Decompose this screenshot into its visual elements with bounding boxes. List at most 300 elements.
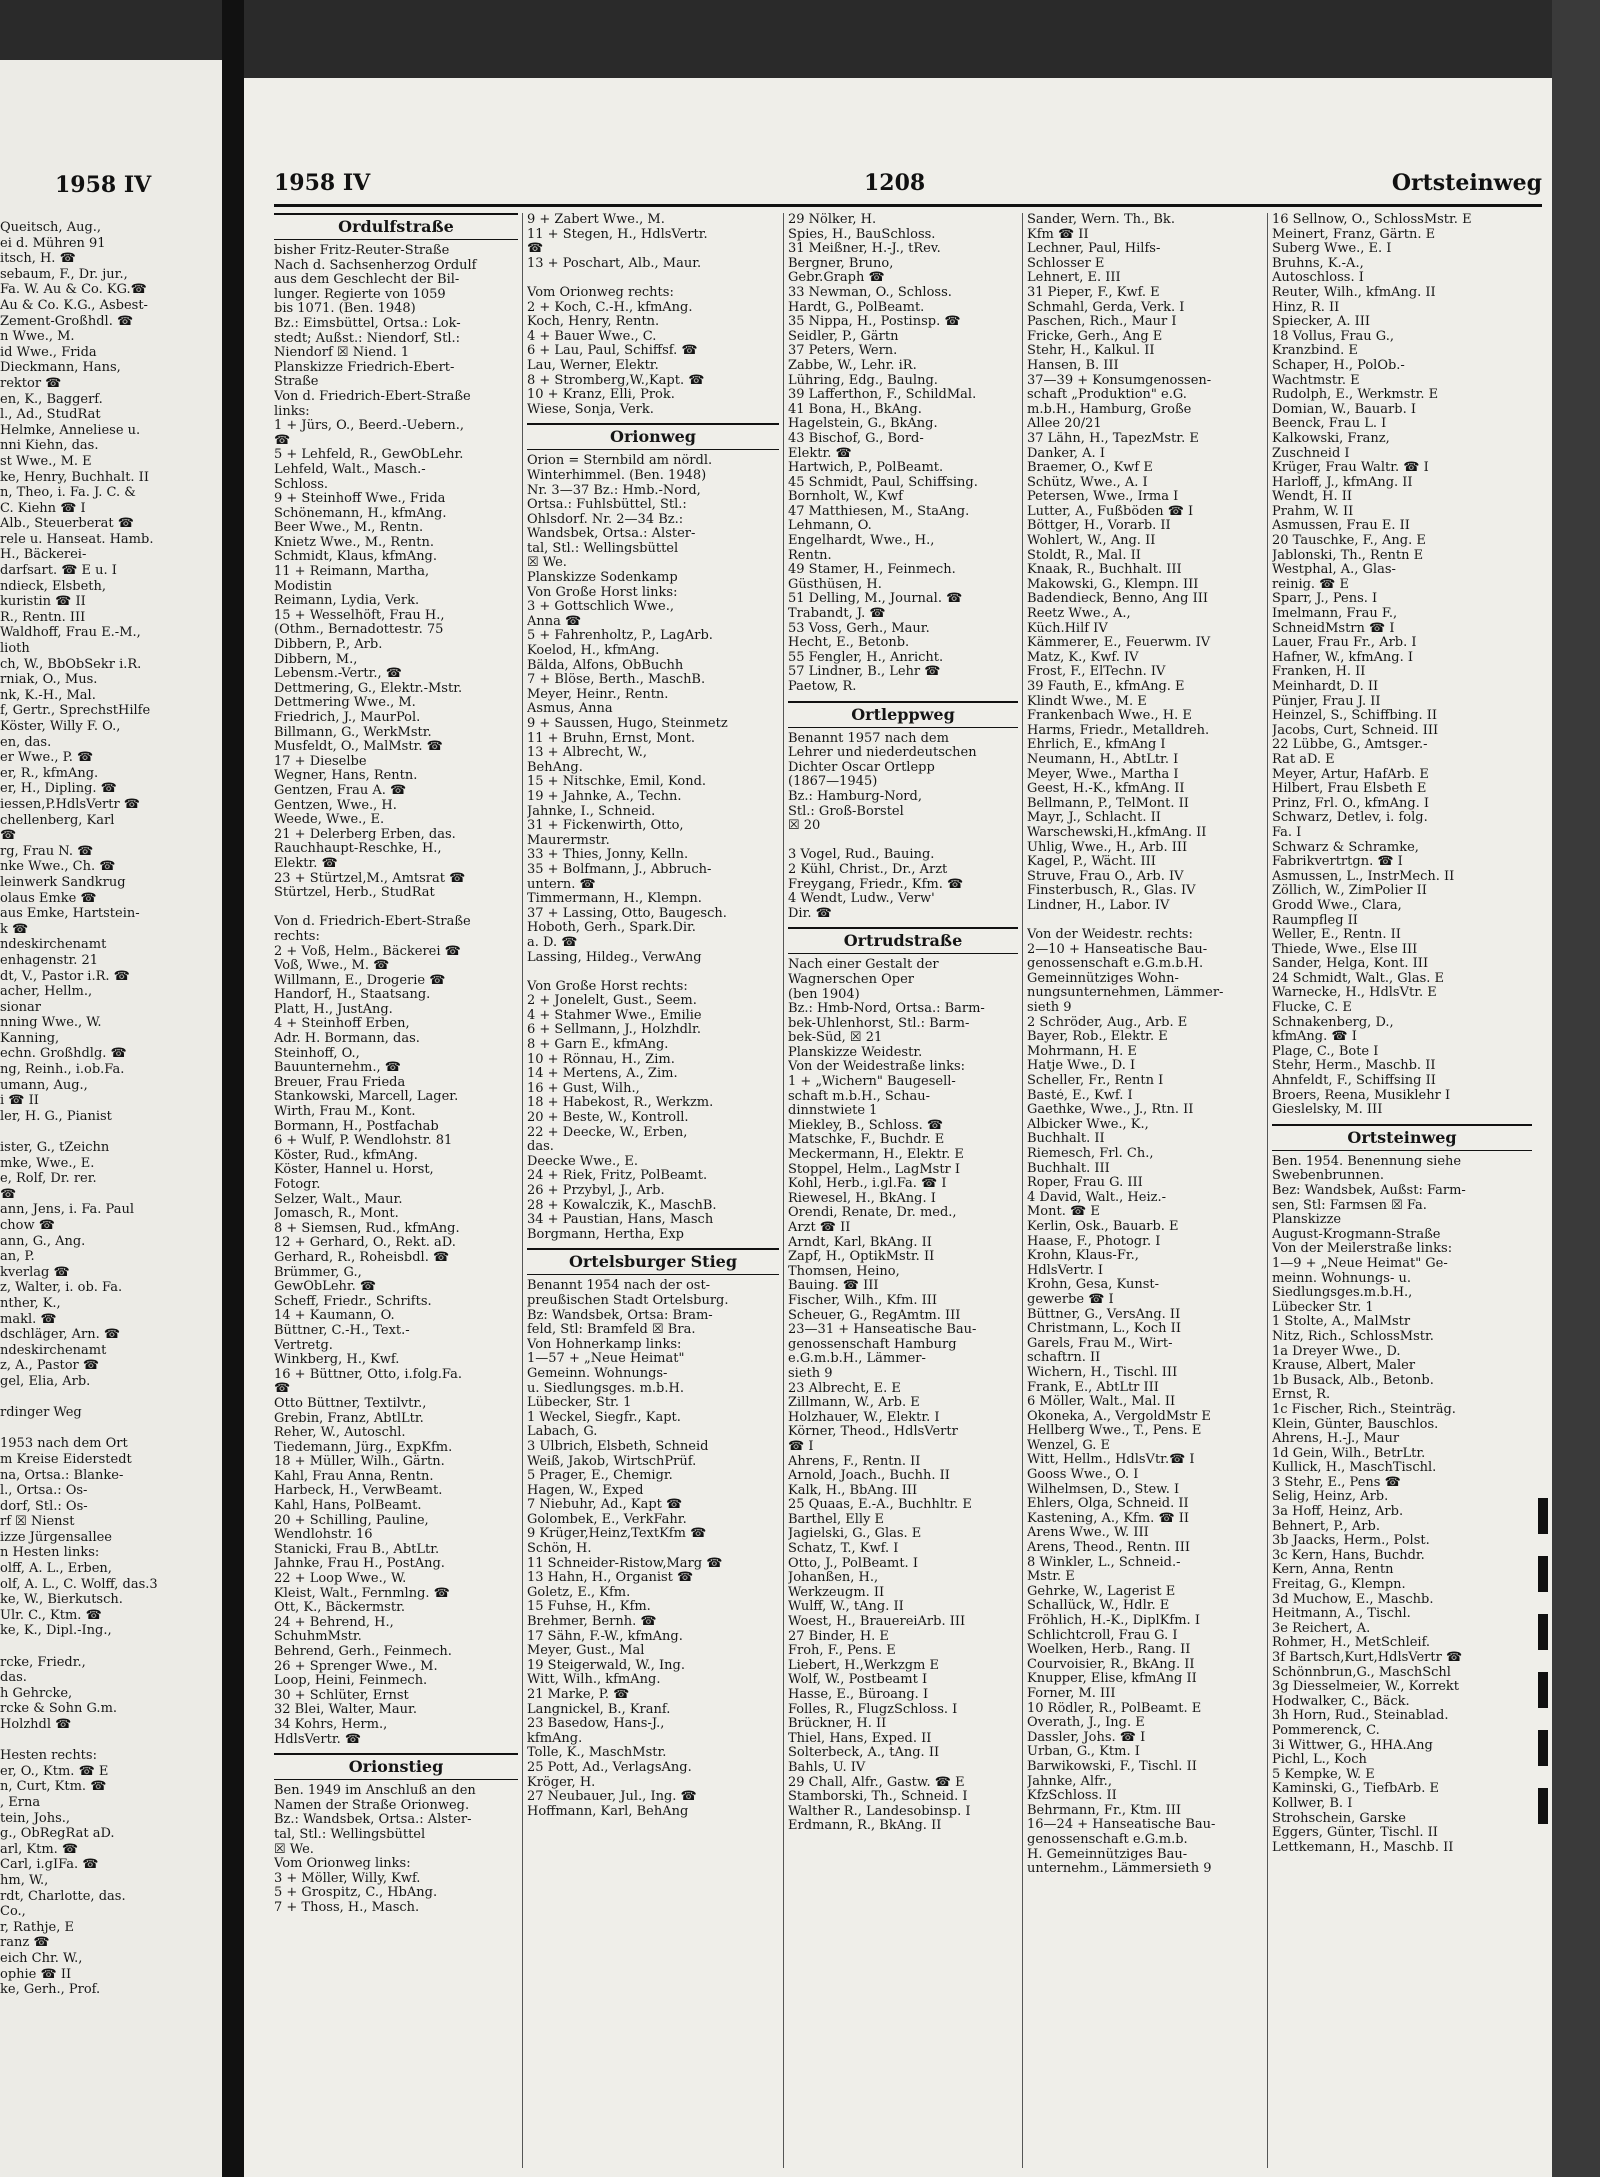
directory-line: ranz ☎ (0, 1935, 50, 1951)
directory-line: Strohschein, Garske (1272, 1811, 1406, 1826)
directory-line: Mont. ☎ E (1027, 1205, 1100, 1220)
directory-line: Weiß, Jakob, WirtschPrüf. (527, 1454, 697, 1469)
directory-line: bek-Süd, ☒ 21 (788, 1031, 883, 1046)
running-street-title: Ortsteinweg (1391, 170, 1542, 196)
directory-line: Kastening, A., Kfm. ☎ II (1027, 1511, 1190, 1526)
directory-line: Musfeldt, O., MalMstr. ☎ (274, 740, 443, 755)
directory-line: 2 + Jonelelt, Gust., Seem. (527, 994, 697, 1009)
directory-line: Lassing, Hildeg., VerwAng (527, 950, 702, 965)
directory-line: Rat aD. E (1272, 752, 1335, 767)
directory-line: Namen der Straße Orionweg. (274, 1798, 470, 1813)
directory-line: k ☎ (0, 921, 29, 937)
directory-line: 9 Krüger,Heinz,TextKfm ☎ (527, 1527, 707, 1542)
directory-line: 28 + Kowalczik, K., MaschB. (527, 1198, 717, 1213)
directory-line: olff, A. L., Erben, (0, 1561, 112, 1577)
directory-line: Krüger, Frau Waltr. ☎ I (1272, 461, 1429, 476)
directory-line: Wandsbek, Ortsa.: Alster- (527, 527, 696, 542)
directory-line: Borgmann, Hertha, Exp (527, 1227, 685, 1242)
directory-line: schaft „Produktion" e.G. (1027, 388, 1187, 403)
directory-line: Jablonski, Th., Rentn E (1272, 548, 1424, 563)
directory-line: Meyer, Heinr., Rentn. (527, 687, 669, 702)
directory-line: Zöllich, W., ZimPolier II (1272, 884, 1427, 899)
directory-line: reinig. ☎ E (1272, 577, 1349, 592)
directory-line: 35 + Bolfmann, J., Abbruch- (527, 862, 712, 877)
directory-line: Schmidt, Klaus, kfmAng. (274, 550, 438, 565)
directory-line: 22 + Deecke, W., Erben, (527, 1125, 688, 1140)
directory-line: Riemesch, Frl. Ch., (1027, 1147, 1154, 1161)
directory-line: 14 + Mertens, A., Zim. (527, 1067, 678, 1082)
directory-line: Jomasch, R., Mont. (274, 1207, 399, 1222)
directory-line: 1 + Jürs, O., Beerd.-Uebern., (274, 419, 464, 434)
directory-line: Büttner, C.-H., Text.- (274, 1323, 410, 1338)
directory-line: Mayr, J., Schlacht. II (1027, 811, 1161, 826)
directory-line: R., Rentn. III (0, 609, 86, 625)
directory-line: Meyer, Artur, HafArb. E (1272, 767, 1429, 782)
directory-line: Fricke, Gerh., Ang E (1027, 329, 1163, 344)
street-heading: Ortelsburger Stieg (527, 1248, 779, 1275)
directory-line: chow ☎ (0, 1218, 55, 1233)
directory-line: Kanning, (0, 1030, 60, 1046)
directory-line: 5 + Fahrenholtz, P., LagArb. (527, 629, 713, 644)
directory-line: 4 Wendt, Ludw., Verw' (788, 892, 935, 907)
directory-line: Langnickel, B., Kranf. (527, 1702, 671, 1717)
directory-line: Tolle, K., MaschMstr. (527, 1746, 667, 1761)
directory-line: untern. ☎ (527, 877, 596, 892)
directory-line: 18 + Müller, Wilh., Gärtn. (274, 1455, 445, 1470)
directory-line: 26 + Przybyl, J., Arb. (527, 1184, 665, 1198)
directory-line: sen, Stl: Farmsen ☒ Fa. (1272, 1198, 1427, 1213)
directory-line: schaft m.b.H., Schau- (788, 1089, 930, 1104)
directory-line: Carl, i.gIFa. ☎ (0, 1857, 99, 1873)
directory-line: Allee 20/21 (1027, 417, 1102, 432)
directory-line: Gaethke, Wwe., J., Rtn. II (1027, 1103, 1194, 1118)
directory-line: Harbeck, H., VerwBeamt. (274, 1484, 443, 1499)
directory-line: Zabbe, W., Lehr. iR. (788, 358, 917, 373)
directory-line: 24 Schmidt, Walt., Glas. E (1272, 971, 1445, 986)
directory-line: Fa. W. Au & Co. KG.☎ (0, 282, 147, 298)
directory-line: ann, G., Ang. (0, 1233, 86, 1249)
directory-line: Wiese, Sonja, Verk. (527, 402, 654, 417)
directory-line: Warnecke, H., HdlsVtr. E (1272, 986, 1437, 1001)
directory-line: 1—9 + „Neue Heimat" Ge- (1272, 1256, 1448, 1271)
directory-line: Wolf, W., Postbeamt I (788, 1673, 928, 1688)
directory-line: Benannt 1954 nach der ost- (527, 1279, 711, 1294)
directory-line: 10 + Kranz, Elli, Prok. (527, 388, 675, 403)
directory-line: z, A., Pastor ☎ (0, 1358, 100, 1374)
directory-line: Uhlig, Wwe., H., Arb. III (1027, 840, 1188, 855)
directory-line: Küch.Hilf IV (1027, 621, 1108, 636)
directory-line: Paetow, R. (788, 680, 857, 694)
directory-line: 21 + Delerberg Erben, das. (274, 827, 456, 842)
directory-line: an, P. (0, 1249, 35, 1265)
directory-line: H. Gemeinnütziges Bau- (1027, 1847, 1188, 1862)
directory-line: Hilbert, Frau Elsbeth E (1272, 782, 1427, 797)
directory-line: Hodwalker, C., Bäck. (1272, 1694, 1410, 1709)
directory-line: Köster, Rud., kfmAng. (274, 1148, 418, 1163)
directory-line: Otto Büttner, Textilvtr., (274, 1396, 427, 1411)
directory-line: Dettmering, G., Elektr.-Mstr. (274, 681, 463, 696)
directory-line: Wulff, W., tAng. II (788, 1600, 904, 1615)
directory-line: Meyer, Gust., Mal (527, 1644, 645, 1659)
directory-line: 3 Ulbrich, Elsbeth, Schneid (527, 1439, 709, 1454)
directory-line: 6 + Sellmann, J., Holzhdlr. (527, 1023, 701, 1038)
directory-line: ler, H. G., Pianist (0, 1108, 112, 1124)
directory-line: Bz: Wandsbek, Ortsa: Bram- (527, 1308, 713, 1323)
directory-line: 3h Horn, Rud., Steinablad. (1272, 1709, 1449, 1724)
page-number: 1208 (864, 170, 926, 196)
directory-line: er Wwe., P. ☎ (0, 750, 94, 766)
directory-line: m Kreise Eiderstedt (0, 1451, 132, 1467)
directory-line: Winterhimmel. (Ben. 1948) (527, 468, 707, 483)
directory-line: Courvoisier, R., BkAng. II (1027, 1657, 1195, 1672)
directory-line: Benannt 1957 nach dem (788, 731, 949, 746)
directory-line: Siedlungsges.m.b.H., (1272, 1286, 1413, 1301)
directory-line: Okoneka, A., VergoldMstr E (1027, 1409, 1211, 1424)
directory-line: Matz, K., Kwf. IV (1027, 650, 1139, 665)
directory-line: 3d Muchow, E., Maschb. (1272, 1592, 1434, 1607)
directory-line: Timmermann, H., Klempn. (527, 892, 702, 907)
directory-line: r, Rathje, E (0, 1919, 74, 1935)
directory-line: Hesten rechts: (0, 1748, 97, 1764)
directory-line: Freygang, Friedr., Kfm. ☎ (788, 877, 964, 892)
directory-line: Fischer, Wilh., Kfm. III (788, 1293, 937, 1308)
directory-line: 24 + Riek, Fritz, PolBeamt. (527, 1169, 708, 1184)
directory-line: 20 + Schilling, Pauline, (274, 1513, 429, 1528)
directory-line: Riewesel, H., BkAng. I (788, 1191, 936, 1206)
directory-line: Freitag, G., Klempn. (1272, 1578, 1406, 1593)
directory-line: Engelhardt, Wwe., H., (788, 534, 935, 549)
directory-line: Lübecker, Str. 1 (527, 1396, 632, 1411)
directory-line: Labach, G. (527, 1425, 598, 1440)
directory-line: Von Große Horst rechts: (527, 979, 688, 994)
directory-line: bis 1071. (Ben. 1948) (274, 302, 416, 317)
directory-line: Urban, G., Ktm. I (1027, 1745, 1140, 1760)
directory-line: ndieck, Elsbeth, (0, 578, 107, 594)
directory-line: Weede, Wwe., E. (274, 813, 385, 828)
directory-line: Hartwich, P., PolBeamt. (788, 461, 944, 476)
directory-line: ister, G., tZeichn (0, 1140, 110, 1156)
directory-line: 37 + Lassing, Otto, Baugesch. (527, 906, 727, 921)
directory-line: er, O., Ktm. ☎ E (0, 1763, 109, 1779)
directory-line: sieth 9 (1027, 1001, 1072, 1016)
directory-line: Finsterbusch, R., Glas. IV (1027, 884, 1196, 899)
directory-line: olf, A. L., C. Wolff, das.3 (0, 1576, 158, 1592)
directory-line: 5 + Lehfeld, R., GewObLehr. (274, 448, 464, 463)
directory-line: Kalkowski, Franz, (1272, 431, 1390, 446)
directory-line: n, Theo, i. Fa. J. C. & (0, 485, 136, 501)
directory-line: Geest, H.-K., kfmAng. II (1027, 782, 1185, 797)
directory-line: 30 + Schlüter, Ernst (274, 1688, 409, 1703)
directory-line: 21 Marke, P. ☎ (527, 1688, 630, 1702)
directory-line: Neumann, H., AbtLtr. I (1027, 752, 1179, 767)
directory-line: Meyer, Wwe., Martha I (1027, 767, 1179, 782)
directory-line: Stamborski, Th., Schneid. I (788, 1790, 968, 1805)
directory-line: C. Kiehn ☎ I (0, 500, 86, 516)
directory-line: Brückner, H. II (788, 1717, 887, 1732)
directory-line: Stl.: Groß-Borstel (788, 804, 904, 819)
directory-line: Au & Co. K.G., Asbest- (0, 297, 148, 313)
directory-line: 24 + Behrend, H., (274, 1615, 394, 1630)
directory-line: Otto, J., PolBeamt. I (788, 1556, 918, 1571)
directory-line: (ben 1904) (788, 987, 860, 1002)
directory-line: Prahm, W. II (1272, 504, 1354, 519)
directory-line: Christmann, L., Koch II (1027, 1322, 1181, 1337)
directory-line: Von der Meilerstraße links: (1272, 1242, 1453, 1257)
directory-line: 2 + Voß, Helm., Bäckerei ☎ (274, 944, 461, 959)
directory-line: Schönemann, H., kfmAng. (274, 506, 447, 521)
directory-line: Arzt ☎ II (788, 1221, 851, 1235)
directory-line: Tiedemann, Jürg., ExpKfm. (274, 1440, 453, 1455)
directory-line: Reuter, Wilh., kfmAng. II (1272, 285, 1436, 300)
directory-column-1 (274, 213, 523, 2168)
thumb-index-mark (1538, 1498, 1548, 1534)
directory-line: arl, Ktm. ☎ (0, 1841, 79, 1857)
directory-line: 23—31 + Hanseatische Bau- (788, 1323, 977, 1338)
directory-line: 1—57 + „Neue Heimat" (527, 1352, 685, 1367)
directory-line: Schmahl, Gerda, Verk. I (1027, 300, 1185, 315)
directory-line (0, 1639, 218, 1655)
directory-line: 22 Lübbe, G., Amtsger.- (1272, 738, 1428, 753)
directory-line: 7 + Thoss, H., Masch. (274, 1900, 420, 1915)
directory-line: 31 Meißner, H.-J., tRev. (788, 242, 941, 257)
directory-line: Jahnke, I., Schneid. (527, 804, 656, 819)
directory-line: 34 Kohrs, Herm., (274, 1717, 388, 1732)
directory-line: Liebert, H.,Werkzgm E (788, 1658, 940, 1673)
directory-line: Meckermann, H., Elektr. E (788, 1148, 964, 1163)
directory-line: Frankenbach Wwe., H. E (1027, 709, 1192, 724)
directory-line: kfmAng. ☎ I (1272, 1030, 1357, 1045)
directory-line: aus Emke, Hartstein- (0, 906, 140, 922)
directory-line: Behrmann, Fr., Ktm. III (1027, 1803, 1182, 1818)
directory-line: u. Siedlungsges. m.b.H. (527, 1381, 684, 1396)
directory-line: Schlichtcroll, Frau G. I (1027, 1628, 1178, 1643)
directory-line: Matschke, F., Buchdr. E (788, 1133, 945, 1148)
directory-line: 29 Nölker, H. (788, 213, 877, 227)
directory-line: itsch, H. ☎ (0, 251, 76, 267)
directory-line: Lau, Werner, Elektr. (527, 358, 659, 373)
directory-line: Stoppel, Helm., LagMstr I (788, 1162, 961, 1177)
directory-line: 6 Möller, Walt., Mal. II (1027, 1395, 1176, 1410)
directory-line: Heitmann, A., Tischl. (1272, 1607, 1411, 1622)
directory-line: Danker, A. I (1027, 446, 1105, 461)
directory-line: Ernst, R. (1272, 1388, 1331, 1403)
directory-line: Zapf, H., OptikMstr. II (788, 1250, 935, 1265)
directory-line: Spies, H., BauSchloss. (788, 227, 936, 242)
directory-line: Gemeinn. Wohnungs- (527, 1366, 668, 1381)
directory-line: 57 Lindner, B., Lehr ☎ (788, 665, 941, 680)
directory-line: 34 + Paustian, Hans, Masch (527, 1213, 714, 1228)
directory-line: 3i Wittwer, G., HHA.Ang (1272, 1738, 1433, 1753)
directory-line: Dir. ☎ (788, 906, 832, 921)
directory-line: Fabrikvertrtgn. ☎ I (1272, 855, 1403, 870)
directory-line: Schütz, Wwe., A. I (1027, 475, 1148, 490)
directory-line: Brehmer, Bernh. ☎ (527, 1615, 657, 1630)
directory-line: nning Wwe., W. (0, 1015, 102, 1031)
directory-line: Klein, Günter, Bauschlos. (1272, 1417, 1439, 1432)
directory-line: Scheff, Friedr., Schrifts. (274, 1294, 432, 1309)
directory-line: darfsart. ☎ E u. I (0, 563, 117, 579)
directory-line: 53 Voss, Gerh., Maur. (788, 621, 930, 636)
directory-line: umann, Aug., (0, 1077, 88, 1093)
directory-line: ☎ (274, 433, 291, 448)
directory-line: KfzSchloss. II (1027, 1789, 1117, 1804)
directory-line: Ben. 1954. Benennung siehe (1272, 1154, 1462, 1169)
directory-line: Elektr. ☎ (788, 446, 852, 461)
directory-line: gewerbe ☎ I (1027, 1292, 1114, 1307)
directory-line: ☎ (527, 242, 544, 257)
directory-line: f, Gertr., SprechstHilfe (0, 703, 151, 719)
directory-line: Holzhdl ☎ (0, 1717, 72, 1732)
directory-line: Rohmer, H., MetSchleif. (1272, 1636, 1431, 1651)
directory-line: rdt, Charlotte, das. (0, 1888, 126, 1904)
directory-line: 23 + Stürtzel,M., Amtsrat ☎ (274, 871, 466, 886)
directory-line: Hasse, E., Büroang. I (788, 1688, 929, 1702)
directory-line: Flucke, C. E (1272, 1001, 1352, 1016)
directory-line: Harloff, J., kfmAng. II (1272, 475, 1413, 490)
directory-line: er, H., Dipling. ☎ (0, 781, 117, 797)
directory-line: Asmussen, L., InstrMech. II (1272, 869, 1455, 884)
directory-line: Anna ☎ (527, 614, 582, 629)
directory-line: Kämmerer, E., Feuerwm. IV (1027, 636, 1211, 651)
directory-line: Warschewski,H.,kfmAng. II (1027, 825, 1207, 840)
directory-line: Erdmann, R., BkAng. II (788, 1819, 942, 1834)
directory-line: olaus Emke ☎ (0, 890, 97, 906)
directory-line: Jagielski, G., Glas. E (788, 1527, 922, 1542)
directory-line: id Wwe., Frida (0, 344, 97, 360)
directory-line: Dieckmann, Hans, (0, 360, 121, 376)
directory-line: Bayer, Rob., Elektr. E (1027, 1030, 1168, 1045)
directory-line: 37 Lähn, H., TapezMstr. E (1027, 431, 1199, 446)
directory-line: Bahls, U. IV (788, 1760, 866, 1775)
directory-line (274, 901, 518, 916)
directory-line: dschläger, Arn. ☎ (0, 1327, 121, 1343)
directory-line: 3c Kern, Hans, Buchdr. (1272, 1548, 1425, 1563)
directory-line: Hellberg Wwe., T., Pens. E (1027, 1424, 1202, 1439)
directory-line: 15 Fuhse, H., Kfm. (527, 1600, 651, 1615)
directory-line: Koch, Henry, Rentn. (527, 315, 660, 330)
directory-line: Dibbern, M., (274, 652, 358, 667)
directory-line: 1b Busack, Alb., Betonb. (1272, 1373, 1434, 1388)
directory-line: Zement-Großhdl. ☎ (0, 313, 134, 329)
directory-line: echn. Großhdlg. ☎ (0, 1046, 127, 1062)
directory-line: Albicker Wwe., K., (1027, 1117, 1149, 1132)
directory-line: e, Rolf, Dr. rer. (0, 1171, 97, 1187)
directory-line: Arens Wwe., W. III (1027, 1526, 1149, 1541)
directory-line: Hecht, E., Betonb. (788, 636, 910, 651)
directory-line: Schloss. (274, 477, 329, 492)
directory-line: en, das. (0, 734, 52, 750)
directory-line: 20 + Beste, W., Kontroll. (527, 1111, 689, 1126)
directory-line: nungsunternehmen, Lämmer- (1027, 986, 1224, 1001)
directory-line: 19 Steigerwald, W., Ing. (527, 1658, 685, 1673)
directory-line: Winkberg, H., Kwf. (274, 1353, 400, 1368)
directory-line: Wendlohstr. 16 (274, 1528, 373, 1543)
directory-line: Meinert, Franz, Gärtn. E (1272, 227, 1436, 242)
directory-line: Von Hohnerkamp links: (527, 1337, 682, 1352)
directory-line: 9 + Zabert Wwe., M. (527, 213, 665, 227)
directory-line: 4 David, Walt., Heiz.- (1027, 1190, 1166, 1205)
directory-line: Breuer, Frau Frieda (274, 1075, 406, 1090)
directory-line: ke, W., Bierkutsch. (0, 1592, 123, 1608)
directory-line: Voß, Wwe., M. ☎ (274, 959, 390, 974)
directory-line: 4 + Stahmer Wwe., Emilie (527, 1008, 702, 1023)
directory-line: Stehr, Herm., Maschb. II (1272, 1059, 1436, 1074)
directory-line: Kerlin, Osk., Bauarb. E (1027, 1219, 1179, 1234)
directory-line: Wichern, H., Tischl. III (1027, 1365, 1178, 1380)
directory-line: Overath, J., Ing. E (1027, 1716, 1145, 1731)
directory-line: 3 Vogel, Rud., Bauing. (788, 848, 935, 863)
directory-line (0, 1390, 218, 1406)
directory-line: nther, K., (0, 1295, 61, 1311)
directory-line: HdlsVertr. I (1027, 1263, 1104, 1278)
directory-line: Plage, C., Bote I (1272, 1044, 1379, 1059)
directory-line: Lehrer und niederdeutschen (788, 746, 977, 761)
directory-line: 11 Schneider-Ristow,Marg ☎ (527, 1556, 723, 1571)
directory-line: schaftrn. II (1027, 1351, 1101, 1366)
directory-line: gel, Elia, Arb. (0, 1373, 91, 1389)
directory-line: Witt, Hellm., HdlsVtr.☎ I (1027, 1453, 1195, 1468)
directory-line: Frank, E., AbtLtr III (1027, 1380, 1159, 1395)
directory-line: Hafner, W., kfmAng. I (1272, 650, 1414, 665)
page-edge (1552, 0, 1600, 2177)
directory-line: Von der Weidestr. rechts: (1027, 928, 1193, 943)
directory-line: Zuschneid I (1272, 446, 1350, 461)
directory-line: Miekley, B., Schloss. ☎ (788, 1118, 944, 1133)
directory-line: Deecke Wwe., E. (527, 1154, 638, 1169)
directory-line: Wilhelmsen, D., Stew. I (1027, 1482, 1180, 1497)
directory-line: Körner, Theod., HdlsVertr (788, 1425, 958, 1440)
directory-line: Schnakenberg, D., (1272, 1015, 1394, 1030)
directory-line: das. (527, 1140, 554, 1155)
directory-line: 3 Stehr, E., Pens ☎ (1272, 1475, 1401, 1490)
directory-line: Ahnfeldt, F., Schiffsing II (1272, 1074, 1436, 1089)
directory-line: Dettmering Wwe., M. (274, 696, 416, 711)
directory-line: 20 Tauschke, F., Ang. E (1272, 534, 1426, 549)
street-heading: Orionweg (527, 423, 779, 450)
directory-column-2 (527, 213, 784, 2168)
directory-line: dorf, Stl.: Os- (0, 1498, 88, 1514)
directory-line: Scheller, Fr., Rentn I (1027, 1074, 1164, 1089)
directory-line: Weller, E., Rentn. II (1272, 928, 1401, 943)
directory-line: Gentzen, Frau A. ☎ (274, 783, 407, 798)
directory-line: Schönnbrun,G., MaschSchl (1272, 1665, 1451, 1680)
directory-line: Krause, Albert, Maler (1272, 1359, 1416, 1374)
directory-line: 10 + Rönnau, H., Zim. (527, 1052, 675, 1067)
directory-line: Franken, H. II (1272, 665, 1366, 680)
directory-line: Braemer, O., Kwf E (1027, 461, 1153, 476)
directory-line (788, 834, 1018, 849)
directory-line: Lebensm.-Vertr., ☎ (274, 667, 402, 682)
directory-line: Orion = Sternbild am nördl. (527, 454, 713, 469)
directory-line: Lechner, Paul, Hilfs- (1027, 242, 1161, 257)
directory-line: 45 Schmidt, Paul, Schiffsing. (788, 475, 978, 490)
directory-line: Gebr.Graph ☎ (788, 271, 885, 286)
directory-line: Bormann, H., Postfachab (274, 1119, 439, 1134)
directory-line: kverlag ☎ (0, 1264, 70, 1280)
directory-line: Scheuer, G., RegAmtm. III (788, 1308, 961, 1323)
directory-line: h Gehrcke, (0, 1685, 73, 1701)
directory-line: 17 + Dieselbe (274, 754, 367, 769)
directory-line: , Erna (0, 1794, 41, 1810)
directory-line: Kalk, H., BbAng. III (788, 1483, 918, 1498)
directory-line: acher, Hellm., (0, 984, 93, 1000)
directory-line: Lutter, A., Fußböden ☎ I (1027, 504, 1194, 519)
directory-line: 27 Binder, H. E (788, 1629, 889, 1644)
directory-line: a. D. ☎ (527, 935, 578, 950)
directory-line: Lehfeld, Walt., Masch.- (274, 462, 426, 477)
directory-line: 4 + Steinhoff Erben, (274, 1017, 410, 1032)
directory-line: Beer Wwe., M., Rentn. (274, 521, 424, 536)
